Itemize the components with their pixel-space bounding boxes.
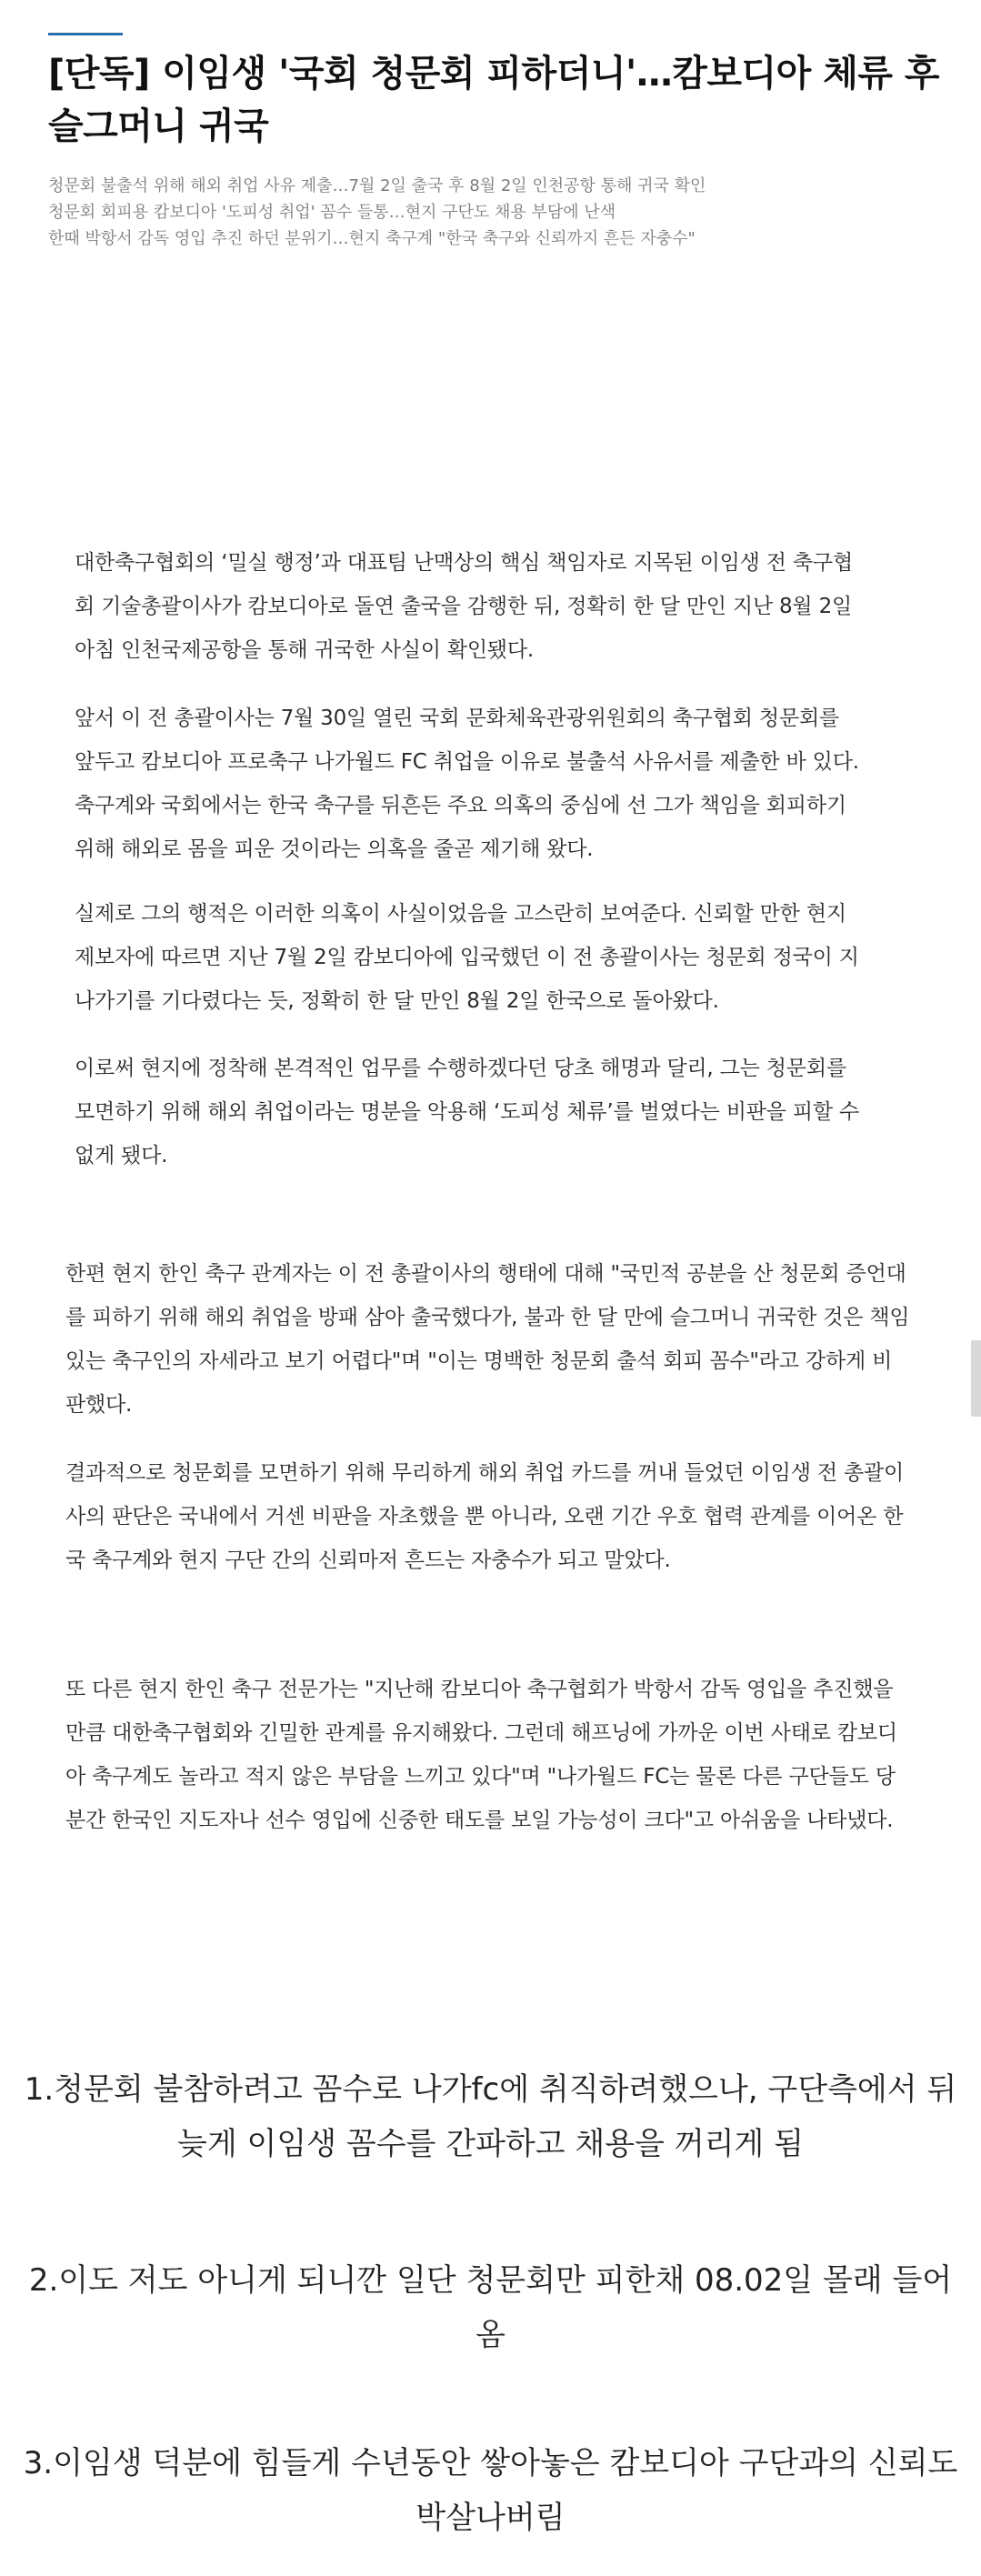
- article-paragraph-3: 실제로 그의 행적은 이러한 의혹이 사실이었음을 고스란히 보여준다. 신뢰할 만한 현지 제보자에 따르면 지난 7월 2일 캄보디아에 입국했던 이 전 총괄이사는 청문회 정국이 지나가기를 기다렸다는 듯, 정확히 한 달 만인 8월 2일 한국으로 돌아왔다.: [75, 902, 859, 1013]
- summary-note-1: 1.청문회 불참하려고 꼼수로 나가fc에 취직하려했으나, 구단측에서 뒤늦게 이임생 꼼수를 간파하고 채용을 꺼리게 됨: [24, 2071, 957, 2162]
- summary-note-2: 2.이도 저도 아니게 되니깐 일단 청문회만 피한채 08.02일 몰래 들어옴: [28, 2262, 953, 2353]
- subheading-1: 청문회 불출석 위해 해외 취업 사유 제출…7월 2일 출국 후 8월 2일 인천공항 통해 귀국 확인: [48, 176, 706, 195]
- article-subheadings: [48, 173, 948, 252]
- article-paragraph-6: 결과적으로 청문회를 모면하기 위해 무리하게 해외 취업 카드를 꺼내 들었던 이임생 전 총괄이사의 판단은 국내에서 거센 비판을 자초했을 뿐 아니라, 오랜 기간 우호 협력 관계를 이어온 한국 축구계와 현지 구단 간의 신뢰마저 흔드는 자충수가 되고 말았다.: [65, 1461, 905, 1572]
- article-headline: [단독] 이임생 '국회 청문회 피하더니'…캄보디아 체류 후 슬그머니 귀국: [48, 53, 940, 147]
- headline-accent-bar: [48, 33, 123, 35]
- summary-note-3: 3.이임생 덕분에 힘들게 수년동안 쌓아놓은 캄보디아 구단과의 신뢰도 박살나버림: [23, 2445, 958, 2536]
- article-paragraph-4: 이로써 현지에 정착해 본격적인 업무를 수행하겠다던 당초 해명과 달리, 그는 청문회를 모면하기 위해 해외 취업이라는 명분을 악용해 ‘도피성 체류’를 벌였다는 비판을 피할 수 없게 됐다.: [75, 1057, 860, 1168]
- article-paragraph-1: 대한축구협회의 ‘밀실 행정’과 대표팀 난맥상의 핵심 책임자로 지목된 이임생 전 축구협회 기술총괄이사가 캄보디아로 돌연 출국을 감행한 뒤, 정확히 한 달 만인 지난 8월 2일 아침 인천국제공항을 통해 귀국한 사실이 확인됐다.: [75, 551, 853, 662]
- article-paragraph-5: 한편 현지 한인 축구 관계자는 이 전 총괄이사의 행태에 대해 "국민적 공분을 산 청문회 증언대를 피하기 위해 해외 취업을 방패 삼아 출국했다가, 불과 한 달 만에 슬그머니 귀국한 것은 책임 있는 축구인의 자세라고 보기 어렵다"며 "이는 명백한 청문회 출석 회피 꼼수"라고 강하게 비판했다.: [65, 1262, 910, 1417]
- scrollbar-thumb[interactable]: [971, 1340, 981, 1417]
- subheading-2: 청문회 회피용 캄보디아 '도피성 취업' 꼼수 들통…현지 구단도 채용 부담에 난색: [48, 203, 616, 222]
- subheading-3: 한때 박항서 감독 영입 추진 하던 분위기…현지 축구계 "한국 축구와 신뢰까지 흔든 자충수": [48, 229, 696, 248]
- article-paragraph-2: 앞서 이 전 총괄이사는 7월 30일 열린 국회 문화체육관광위원회의 축구협회 청문회를 앞두고 캄보디아 프로축구 나가월드 FC 취업을 이유로 불출석 사유서를 제출한 바 있다. 축구계와 국회에서는 한국 축구를 뒤흔든 주요 의혹의 중심에 선 그가 책임을 회피하기 위해 해외로 몸을 피운 것이라는 의혹을 줄곧 제기해 왔다.: [75, 707, 859, 861]
- article-paragraph-7: 또 다른 현지 한인 축구 전문가는 "지난해 캄보디아 축구협회가 박항서 감독 영입을 추진했을 만큼 대한축구협회와 긴밀한 관계를 유지해왔다. 그런데 해프닝에 가까운 이번 사태로 캄보디아 축구계도 놀라고 적지 않은 부담을 느끼고 있다"며 "나가월드 FC는 물론 다른 구단들도 당분간 한국인 지도자나 선수 영입에 신중한 태도를 보일 가능성이 크다"고 아쉬움을 나타냈다.: [65, 1678, 897, 1832]
